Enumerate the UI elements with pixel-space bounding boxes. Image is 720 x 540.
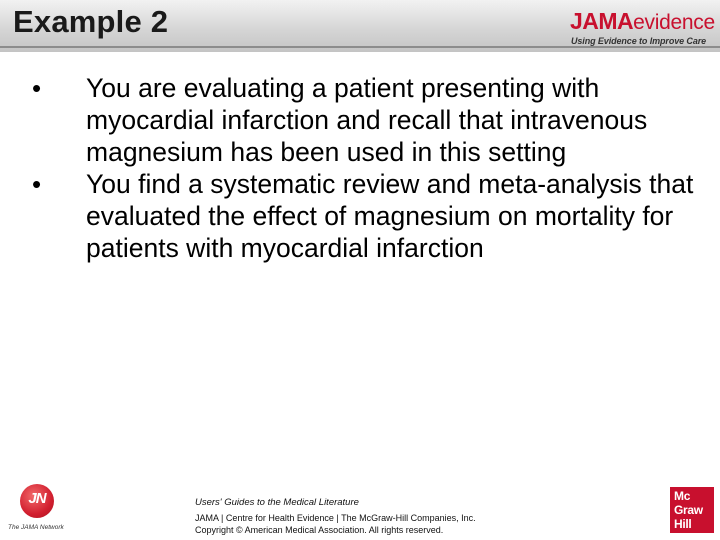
- header-divider: [0, 46, 720, 48]
- mcgraw-line-2: Graw: [674, 503, 703, 517]
- footer-credits: [195, 497, 476, 536]
- jama-logo-wordmark: [570, 9, 715, 35]
- mcgraw-hill-logo: [670, 487, 714, 533]
- slide-header: [0, 0, 720, 52]
- footer-line-1: JAMA | Centre for Health Evidence | The McGraw-Hill Companies, Inc.: [195, 513, 476, 523]
- slide-title: Example 2: [13, 4, 169, 39]
- bullet-marker: •: [32, 73, 42, 103]
- jama-logo-main: JAMA: [570, 8, 634, 34]
- jama-logo-sub: evidence: [633, 11, 715, 34]
- jn-logo-text: JN: [28, 490, 46, 507]
- bullet-marker: •: [32, 169, 42, 199]
- jama-network-logo: [6, 482, 70, 534]
- bullet-item-2: [20, 168, 710, 264]
- mcgraw-line-1: Mc: [674, 489, 691, 503]
- jn-caption: The JAMA Network: [8, 524, 64, 531]
- mcgraw-line-3: Hill: [674, 517, 692, 531]
- jama-logo-tagline: Using Evidence to Improve Care: [571, 36, 707, 46]
- footer-line-2: Copyright © American Medical Association. All rights reserved.: [195, 525, 444, 535]
- bullet-text: You are evaluating a patient presenting with myocardial infarction and recall that intravenous magnesium has been used in this setting: [86, 73, 648, 167]
- bullet-text: You find a systematic review and meta-analysis that evaluated the effect of magnesium on mortality for patients with myocardial infarction: [86, 169, 694, 263]
- footer-guide-title: Users' Guides to the Medical Literature: [195, 497, 359, 508]
- bullet-item-1: [20, 72, 710, 168]
- jama-evidence-logo: [570, 9, 715, 45]
- bullet-list: [20, 72, 710, 264]
